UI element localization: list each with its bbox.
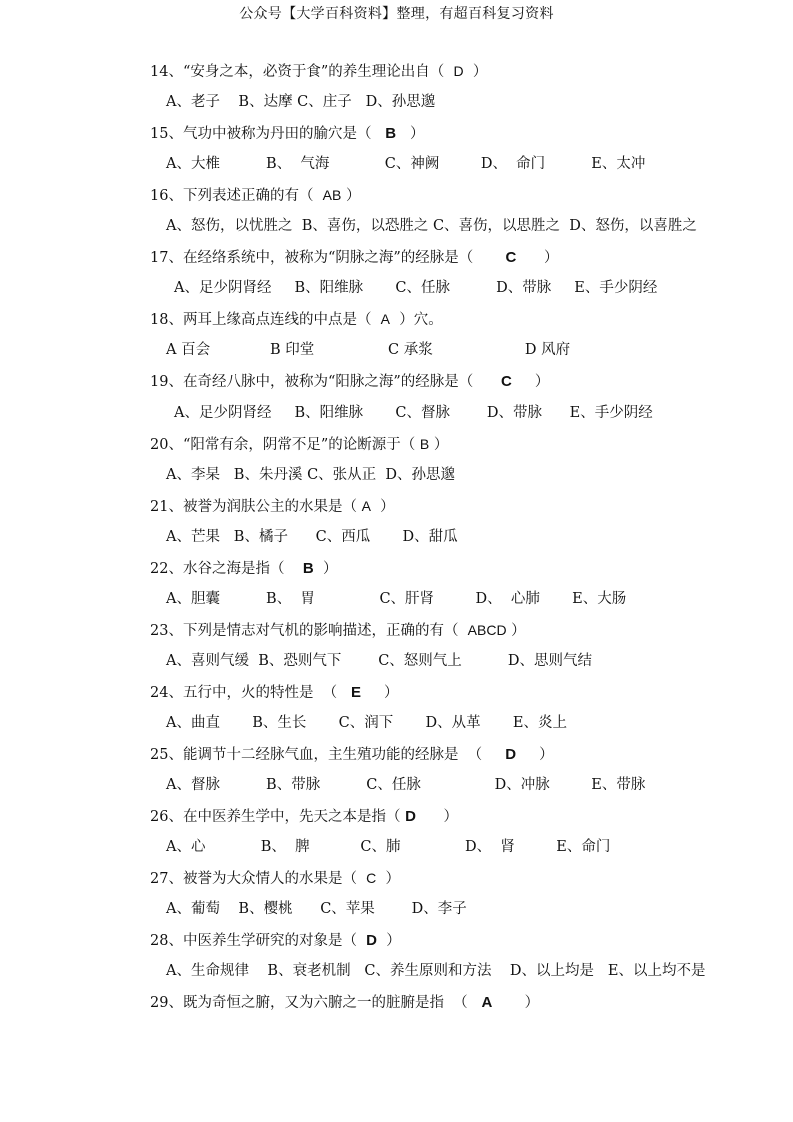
answer-key: A bbox=[361, 497, 371, 514]
question-text-end: ） bbox=[377, 933, 401, 950]
question-stem bbox=[150, 242, 770, 273]
answer-options: A、心 B、 脾 C、肺 D、 肾 E、命门 bbox=[166, 839, 611, 856]
question-text-end: ） bbox=[361, 684, 399, 701]
question-text-end: ） bbox=[492, 995, 540, 1012]
answer-options: A 百会 B 印堂 C 承浆 D 风府 bbox=[166, 342, 571, 359]
question-text: 25、能调节十二经脉气血，主生殖功能的经脉是 （ bbox=[150, 747, 506, 764]
answer-options: A、生命规律 B、衰老机制 C、养生原则和方法 D、以上均是 E、以上均不是 bbox=[166, 963, 706, 980]
question-text: 19、在奇经八脉中，被称为“阳脉之海”的经脉是（ bbox=[150, 374, 501, 391]
answer-key: AB bbox=[322, 187, 342, 204]
question-stem bbox=[150, 553, 770, 584]
question-text-end: ） bbox=[511, 374, 550, 391]
question-stem bbox=[150, 863, 770, 894]
question-text: 28、中医养生学研究的对象是（ bbox=[150, 933, 367, 950]
question-stem bbox=[150, 366, 770, 397]
question-text: 27、被誉为大众情人的水果是（ bbox=[150, 871, 367, 888]
question-text: 21、被誉为润肤公主的水果是（ bbox=[150, 498, 362, 515]
question-stem bbox=[150, 429, 770, 460]
question-stem bbox=[150, 925, 770, 956]
question-text-end: ） bbox=[429, 436, 449, 453]
page-header: 公众号【大学百科资料】整理，有超百科复习资料 bbox=[239, 6, 554, 22]
question-text-end: ） bbox=[415, 809, 459, 826]
answer-key: B bbox=[419, 435, 430, 452]
question-text: 16、下列表述正确的有（ bbox=[150, 188, 323, 205]
question-text-end: ） bbox=[506, 622, 526, 639]
question-list bbox=[150, 56, 770, 1018]
question-stem bbox=[150, 801, 770, 832]
answer-key: D bbox=[405, 808, 416, 826]
question-text-end: ） bbox=[341, 188, 361, 205]
question-stem bbox=[150, 677, 770, 708]
answer-options: A、足少阴肾经 B、阳维脉 C、督脉 D、带脉 E、手少阴经 bbox=[174, 404, 653, 421]
question-text-end: ）穴。 bbox=[390, 312, 443, 329]
question-text-end: ） bbox=[516, 250, 559, 267]
question-stem bbox=[150, 491, 770, 522]
question-stem bbox=[150, 180, 770, 211]
question-text-end: ） bbox=[516, 747, 554, 764]
answer-key: D bbox=[366, 932, 378, 950]
answer-options: A、芒果 B、橘子 C、西瓜 D、甜瓜 bbox=[166, 528, 458, 545]
question-text-end: ） bbox=[370, 498, 395, 515]
answer-options: A、喜则气缓 B、恐则气下 C、怒则气上 D、思则气结 bbox=[166, 652, 593, 669]
question-text: 26、在中医养生学中，先天之本是指（ bbox=[150, 809, 406, 826]
question-text: 17、在经络系统中，被称为“阴脉之海”的经脉是（ bbox=[150, 250, 506, 267]
answer-key: C bbox=[366, 870, 377, 887]
answer-options: A、督脉 B、带脉 C、任脉 D、冲脉 E、带脉 bbox=[166, 777, 646, 794]
question-stem bbox=[150, 615, 770, 646]
question-text: 20、“阳常有余，阴常不足”的论断源于（ bbox=[150, 436, 420, 453]
question-text: 24、五行中，火的特性是 （ bbox=[150, 684, 351, 701]
answer-key: A bbox=[380, 311, 391, 328]
question-stem bbox=[150, 56, 770, 87]
question-text-end: ） bbox=[313, 560, 338, 577]
answer-options: A、胆囊 B、 胃 C、肝肾 D、 心肺 E、大肠 bbox=[166, 590, 627, 607]
answer-key: C bbox=[500, 373, 512, 391]
question-stem bbox=[150, 739, 770, 770]
answer-key: D bbox=[505, 746, 517, 764]
answer-options: A、葡萄 B、樱桃 C、苹果 D、李子 bbox=[166, 901, 467, 918]
answer-key: B bbox=[302, 559, 314, 577]
answer-options: A、足少阴肾经 B、阳维脉 C、任脉 D、带脉 E、手少阴经 bbox=[174, 280, 658, 297]
question-text: 23、下列是情志对气机的影响描述，正确的有（ bbox=[150, 622, 468, 639]
answer-key: A bbox=[481, 994, 493, 1012]
answer-options: A、老子 B、达摩 C、庄子 D、孙思邈 bbox=[166, 94, 436, 111]
question-stem bbox=[150, 987, 770, 1018]
question-text-end: ） bbox=[376, 871, 401, 888]
answer-key: ABCD bbox=[467, 621, 507, 638]
answer-key: E bbox=[351, 683, 362, 701]
answer-options: A、大椎 B、 气海 C、神阙 D、 命门 E、太冲 bbox=[166, 156, 646, 173]
question-text: 29、既为奇恒之腑，又为六腑之一的脏腑是指 （ bbox=[150, 995, 482, 1012]
question-stem bbox=[150, 304, 770, 335]
answer-key: C bbox=[505, 249, 517, 267]
question-text: 18、两耳上缘高点连线的中点是（ bbox=[150, 312, 381, 329]
answer-key: B bbox=[385, 125, 397, 143]
question-text: 14、“安身之本，必资于食”的养生理论出自（ bbox=[150, 64, 454, 80]
answer-options: A、李杲 B、朱丹溪 C、张从正 D、孙思邈 bbox=[166, 466, 456, 483]
question-text-end: ） bbox=[396, 126, 425, 143]
answer-options: A、怒伤，以忧胜之 B、喜伤，以恐胜之 C、喜伤，以思胜之 D、怒伤，以喜胜之 bbox=[166, 218, 697, 235]
question-text: 15、气功中被称为丹田的腧穴是（ bbox=[150, 126, 386, 143]
answer-options: A、曲直 B、生长 C、润下 D、从革 E、炎上 bbox=[166, 714, 567, 731]
question-text: 22、水谷之海是指（ bbox=[150, 560, 303, 577]
question-text-end: ） bbox=[463, 64, 488, 80]
question-stem bbox=[150, 118, 770, 149]
answer-key: D bbox=[453, 63, 464, 79]
